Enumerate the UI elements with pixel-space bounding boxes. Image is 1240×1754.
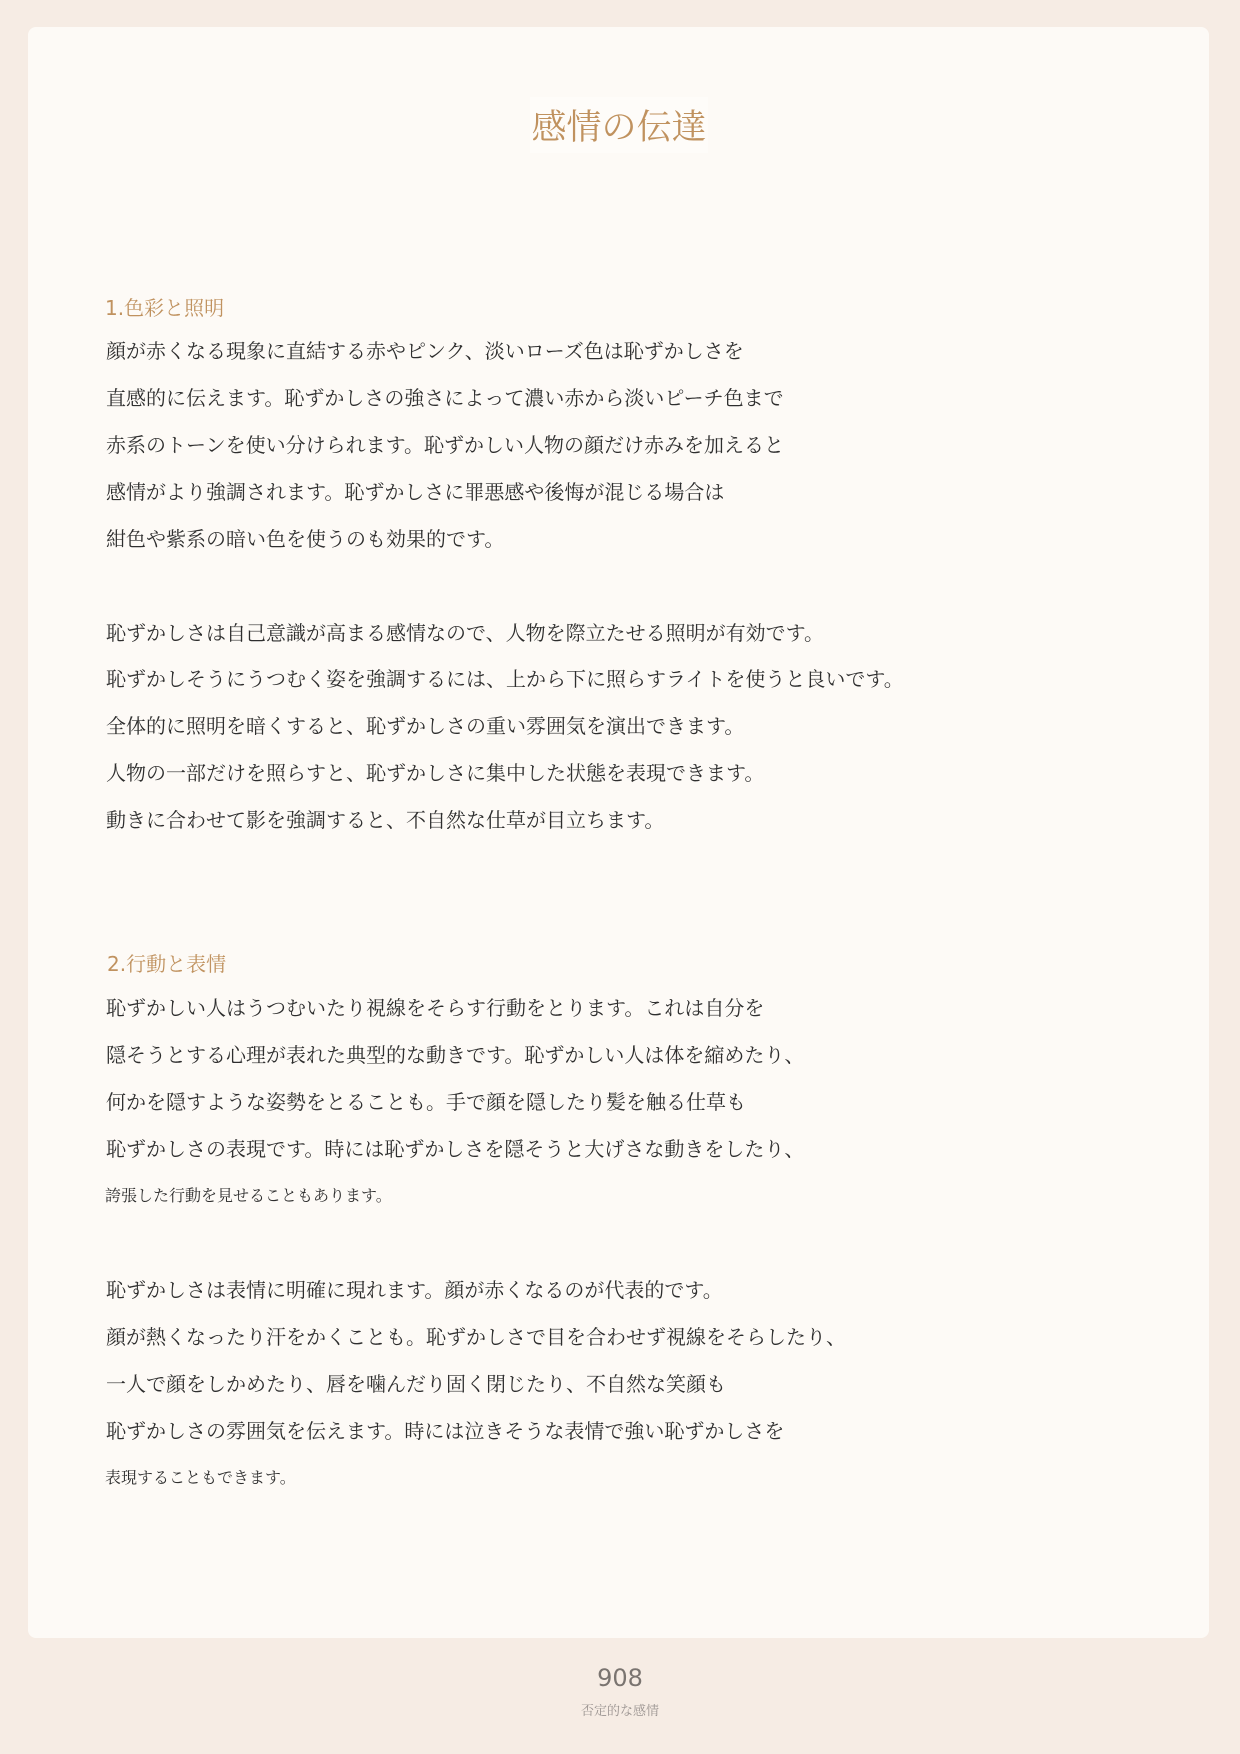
paragraph-line: 顔が赤くなる現象に直結する赤やピンク、淡いローズ色は恥ずかしさを [106, 339, 744, 363]
paragraph-line: 表現することもできます。 [105, 1468, 296, 1487]
paragraph-line: 全体的に照明を暗くすると、恥ずかしさの重い雰囲気を演出できます。 [106, 714, 745, 738]
paragraph-line: 人物の一部だけを照らすと、恥ずかしさに集中した状態を表現できます。 [106, 761, 765, 785]
page-card [28, 27, 1209, 1638]
page-number: 908 [597, 1664, 643, 1692]
paragraph-line: 恥ずかしさの雰囲気を伝えます。時には泣きそうな表情で強い恥ずかしさを [106, 1419, 785, 1443]
paragraph-line: 隠そうとする心理が表れた典型的な動きです。恥ずかしい人は体を縮めたり、 [106, 1043, 805, 1067]
paragraph-line: 感情がより強調されます。恥ずかしさに罪悪感や後悔が混じる場合は [106, 480, 725, 504]
paragraph-line: 誇張した行動を見せることもあります。 [105, 1186, 392, 1205]
paragraph-line: 直感的に伝えます。恥ずかしさの強さによって濃い赤から淡いピーチ色まで [106, 386, 784, 410]
page-title: 感情の伝達 [531, 108, 707, 148]
paragraph-line: 赤系のトーンを使い分けられます。恥ずかしい人物の顔だけ赤みを加えると [106, 433, 784, 457]
paragraph-line: 恥ずかしさの表現です。時には恥ずかしさを隠そうと大げさな動きをしたり、 [106, 1137, 805, 1161]
paragraph-line: 恥ずかしそうにうつむく姿を強調するには、上から下に照らすライトを使うと良いです。 [106, 667, 904, 691]
paragraph-line: 顔が熱くなったり汗をかくことも。恥ずかしさで目を合わせず視線をそらしたり、 [106, 1325, 846, 1349]
title-box [530, 97, 708, 153]
paragraph-line: 一人で顔をしかめたり、唇を噛んだり固く閉じたり、不自然な笑顔も [106, 1372, 726, 1396]
section-heading-action-expression: 2.行動と表情 [107, 952, 227, 976]
paragraph-line: 恥ずかしい人はうつむいたり視線をそらす行動をとります。これは自分を [106, 996, 765, 1020]
section-heading-color-lighting: 1.色彩と照明 [105, 296, 225, 320]
paragraph-line: 紺色や紫系の暗い色を使うのも効果的です。 [106, 527, 505, 551]
paragraph-line: 何かを隠すような姿勢をとることも。手で顔を隠したり髪を触る仕草も [106, 1090, 746, 1114]
footer-chapter-label: 否定的な感情 [580, 1704, 659, 1719]
paragraph-line: 恥ずかしさは自己意識が高まる感情なので、人物を際立たせる照明が有効です。 [106, 621, 824, 645]
paragraph-line: 恥ずかしさは表情に明確に現れます。顔が赤くなるのが代表的です。 [106, 1278, 723, 1302]
paragraph-line: 動きに合わせて影を強調すると、不自然な仕草が目立ちます。 [106, 808, 665, 832]
